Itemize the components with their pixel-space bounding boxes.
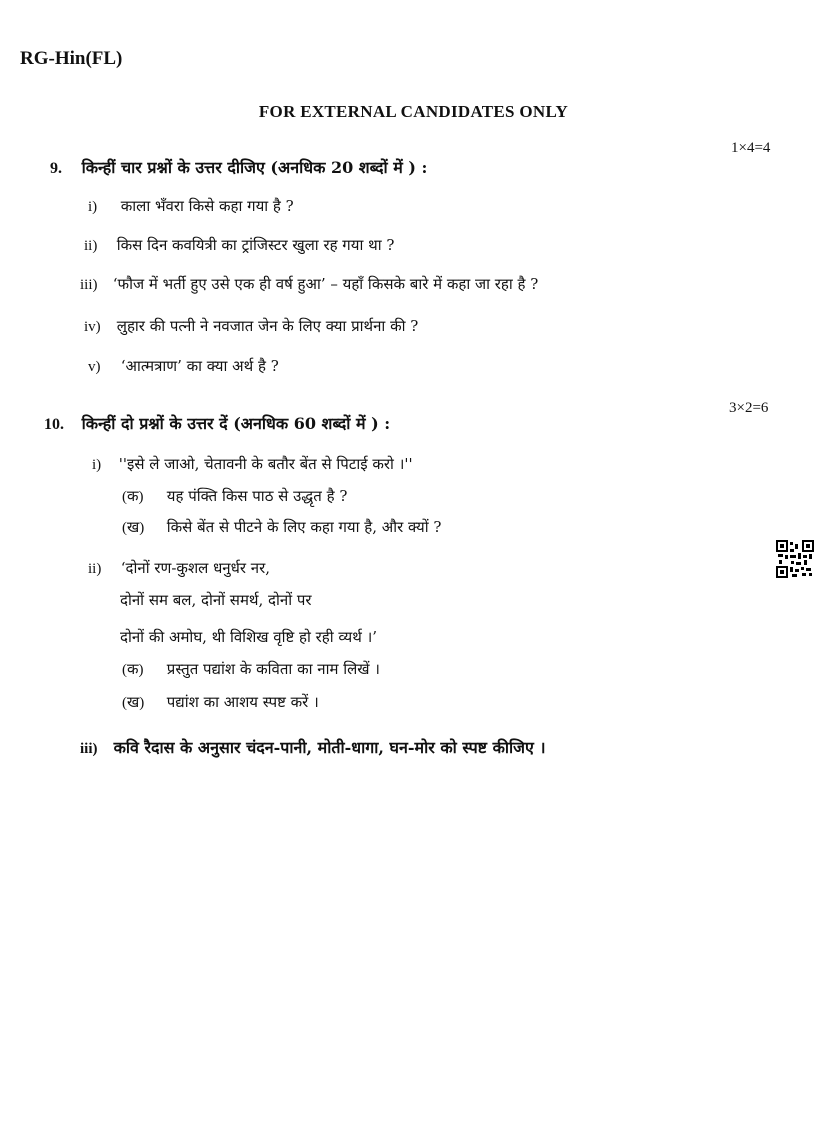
q10-i-sub-kha [122,517,441,537]
q9-item-label: ii) [84,238,98,254]
q9-item-label: iv) [84,319,101,335]
qr-code-icon [776,540,814,578]
q9-instruction-text: किन्हीं चार प्रश्नों के उत्तर दीजिए (अनधिक 20 शब्दों में ) : [81,158,428,177]
sub-text: पद्यांश का आशय स्पष्ट करें । [166,693,319,711]
q9-item-text: ‘आत्मत्राण’ का क्या अर्थ है ? [120,357,279,375]
section-heading: FOR EXTERNAL CANDIDATES ONLY [258,102,569,121]
q10-ii-label: ii) [88,561,102,577]
q9-number: 9. [50,160,62,177]
q10-ii-sub-ka [122,659,380,679]
q10-i-sub-ka [122,486,347,506]
q9-item-label: i) [88,199,98,215]
q10-iii [80,736,546,758]
q9-item-text: किस दिन कवयित्री का ट्रांजिस्टर खुला रह गया था ? [116,236,395,254]
poem-line-2: दोनों सम बल, दोनों समर्थ, दोनों पर [120,591,312,609]
q9-item-text: ‘फौज में भर्ती हुए उसे एक ही वर्ष हुआ’ – यहाँ किसके बारे में कहा जा रहा है ? [112,275,539,293]
q10-number: 10. [44,416,64,433]
sub-label: (ख) [122,520,145,536]
sub-text: प्रस्तुत पद्यांश के कविता का नाम लिखें । [166,660,380,678]
q9-item-4 [84,316,418,336]
q10-instruction-text: किन्हीं दो प्रश्नों के उत्तर दें (अनधिक 60 शब्दों में ) : [81,414,391,433]
q10-iii-text: कवि रैदास के अनुसार चंदन-पानी, मोती-धागा, घन-मोर को स्पष्ट कीजिए । [113,738,546,757]
sub-text: यह पंक्ति किस पाठ से उद्धृत है ? [166,487,348,505]
q10-ii [88,558,270,578]
q9-item-1 [88,196,294,216]
q9-item-text: काला भँवरा किसे कहा गया है ? [120,197,294,215]
poem-line-1: ‘दोनों रण-कुशल धनुर्धर नर, [120,559,270,577]
q9-marks: 1×4=4 [731,140,771,156]
paper-code: RG-Hin(FL) [20,48,123,69]
poem-line-3: दोनों की अमोघ, थी विशिख वृष्टि हो रही व्यर्थ ।’ [120,628,378,646]
q9-item-2 [84,235,394,255]
q10-i-label: i) [92,457,102,473]
q9-item-5 [88,356,279,376]
q10-ii-sub-kha [122,692,319,712]
q10-marks: 3×2=6 [729,400,769,416]
sub-label: (ख) [122,695,145,711]
sub-label: (क) [122,662,144,678]
q9-item-text: लुहार की पत्नी ने नवजात जेन के लिए क्या प्रार्थना की ? [116,317,419,335]
sub-text: किसे बेंत से पीटने के लिए कहा गया है, और क्यों ? [166,518,442,536]
q10-i [92,454,413,474]
q10-iii-label: iii) [80,741,98,757]
q9-instruction [50,156,427,178]
q9-item-label: iii) [80,277,98,293]
q10-instruction [44,412,390,434]
q9-item-3 [80,274,538,294]
q9-item-label: v) [88,359,101,375]
sub-label: (क) [122,489,144,505]
q10-i-quote: ''इसे ले जाओ, चेतावनी के बतौर बेंत से पिटाई करो ।'' [118,455,413,473]
